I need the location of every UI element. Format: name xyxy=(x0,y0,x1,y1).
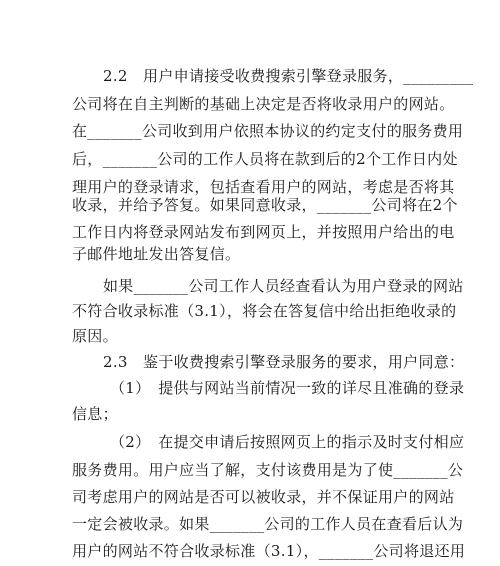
text-line: 子邮件地址发出答复信。 xyxy=(72,245,241,263)
text-line: 如果_______公司工作人员经查看认为用户登录的网站 xyxy=(103,277,464,295)
text-line: 司考虑用户的网站是否可以被收录，并不保证用户的网站 xyxy=(72,488,455,506)
text-line: 2.3 鉴于收费搜索引擎登录服务的要求，用户同意： xyxy=(103,353,465,371)
text-line: 收录，并给予答复。如果同意收录，_______公司将在2个 xyxy=(72,196,458,214)
text-line: 服务费用。用户应当了解，支付该费用是为了使_______公 xyxy=(72,461,464,479)
text-line: （1） 提供与网站当前情况一致的详尽且准确的登录 xyxy=(110,379,465,397)
text-line: 信息； xyxy=(72,405,118,423)
text-line: 一定会被收录。如果_______公司的工作人员在查看后认为 xyxy=(72,515,464,533)
text-line: 后，_______公司的工作人员将在款到后的2个工作日内处 xyxy=(72,150,458,168)
text-line: 不符合收录标准（3.1），将会在答复信中给出拒绝收录的 xyxy=(72,302,457,320)
text-line: 用户的网站不符合收录标准（3.1），_______公司将退还用 xyxy=(72,542,466,560)
text-line: 工作日内将登录网站发布到网页上，并按照用户给出的电 xyxy=(72,223,455,241)
text-line: （2） 在提交申请后按照网页上的指示及时支付相应 xyxy=(110,433,465,451)
text-line: 公司将在自主判断的基础上决定是否将收录用户的网站。 xyxy=(72,95,455,113)
text-line: 在_______公司收到用户依照本协议的约定支付的服务费用 xyxy=(72,122,464,140)
text-line: 原因。 xyxy=(72,327,118,345)
text-line: 2.2 用户申请接受收费搜索引擎登录服务，_________ xyxy=(103,67,474,85)
text-line: 理用户的登录请求，包括查看用户的网站，考虑是否将其 xyxy=(72,178,455,196)
